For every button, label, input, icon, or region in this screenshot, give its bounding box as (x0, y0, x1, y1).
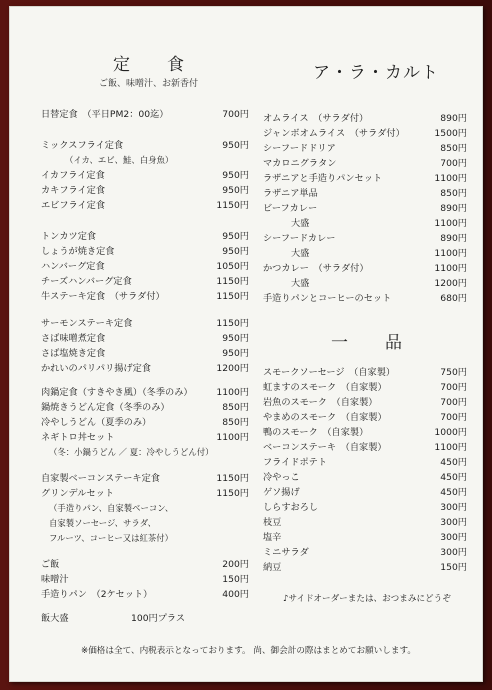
menu-item-name: 岩魚のスモーク （自家製） (263, 397, 378, 408)
menu-item (41, 139, 249, 152)
menu-item-price: 300円 (440, 502, 467, 513)
menu-item-name: エビフライ定食 (41, 200, 106, 211)
menu-item (41, 230, 249, 243)
menu-item-name: （冬：小鍋うどん ／ 夏：冷やしうどん付） (49, 447, 214, 457)
menu-item-price: 1100円 (216, 387, 249, 398)
side-order-note: ♪サイドオーダーまたは、おつまみにどうぞ (283, 594, 451, 604)
menu-item-name: 自家製ソーセージ、サラダ、 (49, 518, 156, 528)
menu-sheet (9, 6, 483, 682)
menu-item-name: ラザニア単品 (263, 188, 318, 199)
menu-item-name: 大盛 (291, 278, 310, 289)
menu-item-price: 950円 (222, 246, 249, 257)
menu-item-name: マカロニグラタン (263, 158, 337, 169)
menu-item-name: 鍋焼きうどん定食（冬季のみ） (41, 402, 170, 413)
menu-item-price: 750円 (440, 367, 467, 378)
menu-item-name: ネギトロ丼セット (41, 432, 115, 443)
menu-item-price: 950円 (222, 333, 249, 344)
menu-item-name: サーモンステーキ定食 (41, 318, 133, 329)
menu-item-name: ミニサラダ (263, 547, 309, 558)
menu-item (41, 154, 249, 167)
menu-item (263, 456, 467, 469)
menu-item (263, 411, 467, 424)
menu-item (263, 501, 467, 514)
menu-item-name: しらすおろし (263, 502, 319, 513)
menu-item-name: ハンバーグ定食 (41, 261, 105, 272)
menu-item (263, 217, 467, 230)
set-meal-title: 定 食 (113, 55, 194, 75)
menu-item-name: 肉鍋定食（すきやき風）（冬季のみ） (41, 387, 193, 398)
menu-item-name: 虹ますのスモーク （自家製） (263, 382, 387, 393)
tax-note: ※価格は全て、内税表示となっております。 尚、御会計の際はまとめてお願いします。 (81, 646, 416, 656)
menu-item-price: 700円 (440, 158, 467, 169)
menu-item-price: 890円 (440, 113, 467, 124)
menu-item (41, 446, 249, 459)
menu-item-name: 大盛 (291, 248, 310, 259)
menu-item (263, 202, 467, 215)
menu-item-price: 1100円 (434, 442, 467, 453)
menu-item (41, 386, 249, 399)
menu-item-price: 1100円 (434, 248, 467, 259)
menu-item-name: 飯大盛 (41, 613, 69, 624)
menu-item-name: オムライス （サラダ付） (263, 113, 369, 124)
menu-item-name: フライドポテト (263, 457, 328, 468)
menu-item-price: 1050円 (216, 261, 249, 272)
menu-item (263, 441, 467, 454)
menu-item-price: 100円プラス (131, 613, 186, 624)
menu-item-price: 1100円 (434, 218, 467, 229)
menu-item-name: 塩辛 (263, 532, 282, 543)
menu-item (263, 426, 467, 439)
menu-item-price: 150円 (222, 574, 249, 585)
menu-item-price: 450円 (440, 487, 467, 498)
menu-item-price: 400円 (222, 589, 249, 600)
menu-item-name: 日替定食 （平日PM2：00迄） (41, 109, 169, 120)
menu-item (263, 172, 467, 185)
menu-item (41, 169, 249, 182)
menu-item-name: 手造りパン （2ケセット） (41, 589, 153, 600)
menu-item-name: シーフードドリア (263, 143, 336, 154)
menu-item-name: やまめのスモーク （自家製） (263, 412, 387, 423)
menu-item (263, 396, 467, 409)
menu-item-price: 850円 (440, 188, 467, 199)
menu-item-price: 150円 (440, 562, 467, 573)
menu-item-name: ご飯 (41, 559, 60, 570)
menu-item (41, 416, 249, 429)
menu-item (263, 127, 467, 140)
menu-item-price: 1150円 (216, 488, 249, 499)
menu-item-name: ビーフカレー (263, 203, 318, 214)
menu-item-price: 1100円 (434, 263, 467, 274)
menu-item-price: 1000円 (434, 427, 467, 438)
menu-item-price: 700円 (440, 412, 467, 423)
menu-item (41, 275, 249, 288)
menu-item-name: （手造りパン、自家製ベーコン、 (49, 503, 174, 513)
menu-item-price: 950円 (222, 348, 249, 359)
menu-item (263, 561, 467, 574)
menu-item (41, 245, 249, 258)
menu-item (41, 260, 249, 273)
menu-item-name: スモークソーセージ （自家製） (263, 367, 396, 378)
menu-item-name: 鴨のスモーク （自家製） (263, 427, 369, 438)
menu-item (41, 401, 249, 414)
menu-item-price: 850円 (222, 417, 249, 428)
menu-item-name: かれいのパリパリ揚げ定食 (41, 363, 151, 374)
menu-item (263, 471, 467, 484)
menu-item (41, 199, 249, 212)
menu-item-name: 枝豆 (263, 517, 282, 528)
menu-item-price: 680円 (440, 293, 467, 304)
menu-item-price: 850円 (440, 143, 467, 154)
menu-item-price: 950円 (222, 170, 249, 181)
menu-item (41, 362, 249, 375)
menu-item (41, 290, 249, 303)
menu-item-name: 味噌汁 (41, 574, 69, 585)
menu-item-price: 300円 (440, 532, 467, 543)
menu-item-name: ゲソ揚げ (263, 487, 300, 498)
menu-item (41, 431, 249, 444)
menu-item-price: 1150円 (216, 276, 249, 287)
menu-item-name: さば塩焼き定食 (41, 348, 106, 359)
menu-item (41, 612, 249, 625)
menu-item-price: 1100円 (434, 173, 467, 184)
menu-item (41, 184, 249, 197)
menu-item-name: ジャンボオムライス （サラダ付） (263, 128, 405, 139)
menu-item (41, 472, 249, 485)
menu-item (41, 502, 249, 515)
menu-item-price: 950円 (222, 140, 249, 151)
menu-item (41, 317, 249, 330)
menu-item-price: 850円 (222, 402, 249, 413)
menu-item (41, 332, 249, 345)
menu-item-price: 450円 (440, 457, 467, 468)
menu-item (263, 516, 467, 529)
menu-item-price: 1150円 (216, 291, 249, 302)
menu-item-name: ベーコンステーキ （自家製） (263, 442, 387, 453)
menu-item-name: 冷やしうどん（夏季のみ） (41, 417, 152, 428)
a-la-carte-title: ア・ラ・カルト (313, 63, 439, 83)
menu-item (263, 381, 467, 394)
menu-item (41, 487, 249, 500)
menu-item (263, 277, 467, 290)
menu-item-price: 700円 (222, 109, 249, 120)
menu-item-price: 200円 (222, 559, 249, 570)
menu-item-name: （イカ、エビ、鮭、白身魚） (65, 155, 174, 165)
menu-item-price: 890円 (440, 203, 467, 214)
menu-item (263, 292, 467, 305)
menu-item-name: 自家製ベーコンステーキ定食 (41, 473, 160, 484)
menu-item (263, 546, 467, 559)
menu-item-name: さば味噌煮定食 (41, 333, 106, 344)
menu-item-price: 300円 (440, 517, 467, 528)
set-meal-subtitle: ご飯、味噌汁、お新香付 (99, 79, 199, 89)
menu-item (263, 187, 467, 200)
menu-item-name: トンカツ定食 (41, 231, 97, 242)
menu-item-name: ラザニアと手造りパンセット (263, 173, 383, 184)
menu-item (263, 262, 467, 275)
menu-item-name: カキフライ定食 (41, 185, 106, 196)
menu-item (263, 142, 467, 155)
menu-item-price: 950円 (222, 185, 249, 196)
menu-item-price: 1500円 (434, 128, 467, 139)
menu-item-name: しょうが焼き定食 (41, 246, 115, 257)
menu-item (263, 247, 467, 260)
menu-item-price: 1200円 (434, 278, 467, 289)
menu-item (41, 108, 249, 121)
menu-item (263, 531, 467, 544)
menu-item-name: フルーツ、コーヒー又は紅茶付） (49, 533, 174, 543)
menu-item-price: 1200円 (216, 363, 249, 374)
menu-item-price: 700円 (440, 382, 467, 393)
menu-item (41, 558, 249, 571)
menu-item-price: 1150円 (216, 200, 249, 211)
menu-item-price: 1150円 (216, 473, 249, 484)
menu-item (41, 517, 249, 530)
menu-item (263, 157, 467, 170)
menu-item-name: シーフードカレー (263, 233, 336, 244)
menu-item-name: かつカレー （サラダ付） (263, 263, 369, 274)
menu-item-name: イカフライ定食 (41, 170, 105, 181)
menu-item-name: 牛ステーキ定食 （サラダ付） (41, 291, 165, 302)
menu-item-price: 890円 (440, 233, 467, 244)
menu-item (263, 366, 467, 379)
menu-item-name: グリンデルセット (41, 488, 115, 499)
menu-item-name: 大盛 (291, 218, 310, 229)
menu-item-name: 納豆 (263, 562, 282, 573)
menu-item (263, 486, 467, 499)
menu-item-price: 700円 (440, 397, 467, 408)
menu-item (41, 347, 249, 360)
side-dish-title: 一 品 (331, 333, 412, 353)
menu-item-name: 冷やっこ (263, 472, 300, 483)
menu-item (41, 573, 249, 586)
menu-item-price: 450円 (440, 472, 467, 483)
menu-item-price: 1150円 (216, 318, 249, 329)
menu-item-price: 300円 (440, 547, 467, 558)
menu-item-name: 手造りパンとコーヒーのセット (263, 293, 392, 304)
menu-item-price: 1100円 (216, 432, 249, 443)
menu-item-name: チーズハンバーグ定食 (41, 276, 132, 287)
menu-item (263, 112, 467, 125)
menu-item-name: ミックスフライ定食 (41, 140, 124, 151)
menu-item-price: 950円 (222, 231, 249, 242)
menu-item (263, 232, 467, 245)
menu-item (41, 588, 249, 601)
menu-item (41, 532, 249, 545)
